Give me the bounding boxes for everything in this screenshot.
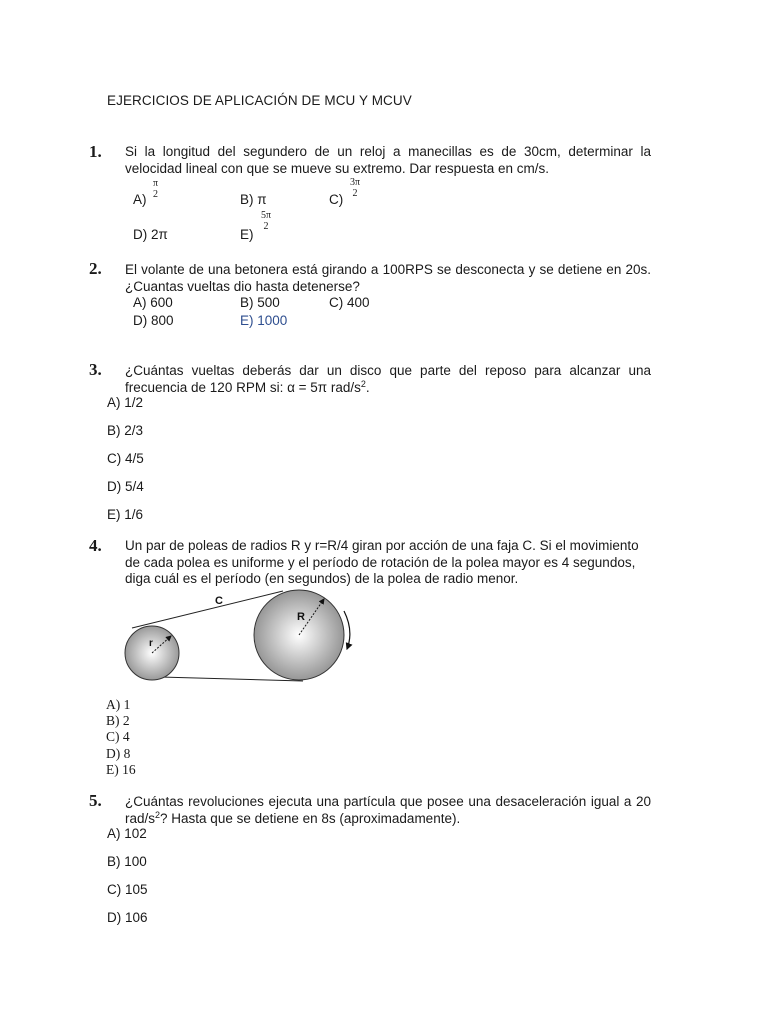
q3-option-e: E) 1/6 xyxy=(107,507,144,522)
q1-option-c-fraction xyxy=(350,177,360,199)
question-5-text-end: ? Hasta que se detiene en 8s (aproximadamente). xyxy=(160,811,461,826)
q1-option-c-numerator: 3π xyxy=(350,177,361,188)
q2-option-d: D) 800 xyxy=(133,313,174,328)
q1-option-b: B) π xyxy=(240,192,267,207)
big-radius-label: R xyxy=(297,611,305,623)
q4-option-e: E) 16 xyxy=(106,761,136,777)
question-3-number: 3. xyxy=(89,360,102,379)
q1-option-a-label: A) xyxy=(133,192,147,207)
q1-option-e-fraction xyxy=(261,210,271,232)
question-2-number: 2. xyxy=(89,259,102,278)
belt-label-c: C xyxy=(215,595,223,607)
q1-option-e-numerator: 5π xyxy=(261,210,272,221)
rotation-arrow xyxy=(344,611,350,649)
question-1-text: Si la longitud del segundero de un reloj a manecillas es de 30cm, determinar la velocidad lineal con que se mueve su extremo. Dar respuesta en cm/s. xyxy=(125,144,651,176)
question-3-text-end: . xyxy=(365,380,370,395)
question-5-text-main: ¿Cuántas revoluciones ejecuta una partícula que posee una desaceleración igual a 20 rad/s xyxy=(125,794,651,826)
q3-option-b: B) 2/3 xyxy=(107,423,144,438)
q2-option-e-highlighted: E) 1000 xyxy=(240,313,288,328)
question-5-text xyxy=(125,793,651,827)
q4-option-d: D) 8 xyxy=(106,745,131,761)
q2-option-b: B) 500 xyxy=(240,295,280,310)
q1-option-c-denominator: 2 xyxy=(352,188,358,199)
q5-option-b: B) 100 xyxy=(107,854,147,869)
q1-option-e-label: E) xyxy=(240,227,254,242)
q1-option-a-fraction xyxy=(153,178,158,200)
q2-option-c: C) 400 xyxy=(329,295,370,310)
question-3-text xyxy=(125,362,651,396)
q4-option-c: C) 4 xyxy=(106,729,130,745)
q1-option-a-numerator: π xyxy=(153,178,159,189)
q3-option-c: C) 4/5 xyxy=(107,451,144,466)
q1-option-d: D) 2π xyxy=(133,227,168,242)
q5-option-a: A) 102 xyxy=(107,826,147,841)
q2-option-a: A) 600 xyxy=(133,295,173,310)
q4-option-a: A) 1 xyxy=(106,697,131,712)
question-2-text: El volante de una betonera está girando a 100RPS se desconecta y se detiene en 20s. ¿Cuantas vueltas dio hasta detenerse? xyxy=(125,262,651,294)
q1-option-a-denominator: 2 xyxy=(153,189,159,200)
q5-option-c: C) 105 xyxy=(107,882,148,897)
q1-option-c-label: C) xyxy=(329,192,344,207)
question-5-superscript: 2 xyxy=(155,810,161,820)
question-4-number: 4. xyxy=(89,536,102,555)
q4-options xyxy=(106,697,136,778)
belt-bottom-line xyxy=(160,677,303,681)
q5-option-d: D) 106 xyxy=(107,910,148,925)
q4-option-b: B) 2 xyxy=(106,713,130,729)
question-1-number: 1. xyxy=(89,142,102,161)
question-3-superscript: 2 xyxy=(360,379,366,389)
question-5-number: 5. xyxy=(89,791,102,810)
q1-option-e-denominator: 2 xyxy=(263,221,269,232)
small-radius-label: r xyxy=(149,638,153,649)
pulley-diagram xyxy=(118,585,368,690)
question-3-text-main: ¿Cuántas vueltas deberás dar un disco que parte del reposo para alcanzar una frecuencia de 120 RPM si: α = 5π rad/s xyxy=(125,363,651,395)
page-title: EJERCICIOS DE APLICACIÓN DE MCU Y MCUV xyxy=(107,93,412,108)
q3-option-a: A) 1/2 xyxy=(107,395,144,410)
question-4-text: Un par de poleas de radios R y r=R/4 giran por acción de una faja C. Si el movimiento de cada polea es uniforme y el período de rotación de la polea mayor es 4 segundos, diga cuál es el período (en segundos) de la polea de radio menor. xyxy=(125,538,639,586)
q3-option-d: D) 5/4 xyxy=(107,479,144,494)
